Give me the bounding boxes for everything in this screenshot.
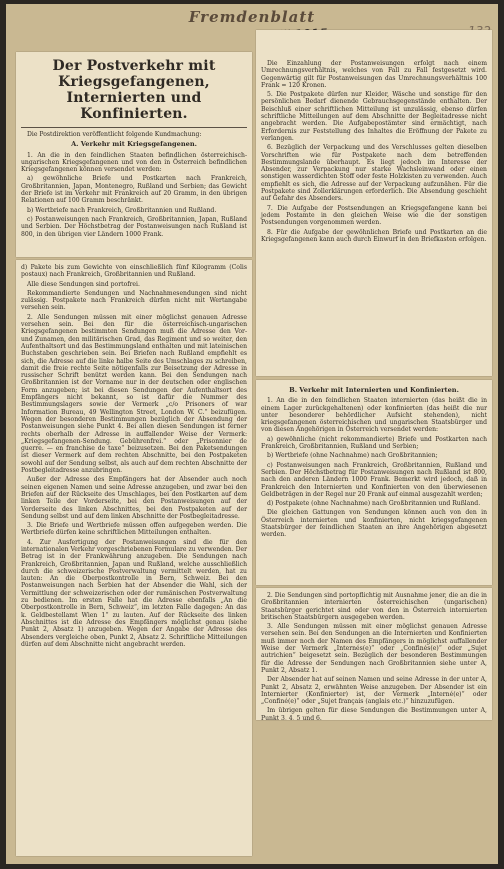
clipping-section-b [256,380,492,585]
clipping-section-b-end [256,588,492,720]
paragraph-a1c: c) Postanweisungen nach Frankreich, Großbritannien, Japan, Rußland und Serbien. Der Höchstbetrag der Postanweisungen nach Rußland ist 800, in den übrigen vier Ländern 1000 Frank. [21,215,247,238]
paragraph-a-free: Alle diese Sendungen sind portofrei. [27,280,140,288]
paragraph-a1d: d) Pakete bis zum Gewichte von einschließlich fünf Kilogramm (Colis postaux) nach Frankreich, Großbritannien und Rußland. [21,264,247,279]
paragraph-a2b: Außer der Adresse des Empfängers hat der Absender auch noch seinen eigenen Namen und seine Adresse anzugeben, und zwar bei den Briefen auf der Rückseite des Umschlages, bei den Postkarten auf dem linken Teile der Vorderseite, bei den Postanweisungen auf der Vorderseite des linken Abschnittes, bei den Postpaketen auf der Sendung selbst und auf dem linken Abschnitte der Postbegleitadresse. [21,476,247,520]
paragraph-a-cont1: Die Einzahlung der Postanweisungen erfolgt nach einem Umrechnungsverhältnis, welches von Fall zu Fall festgesetzt wird. Gegenwärtig gilt für Postanweisungen das Umrechnungsverhältnis 100 Frank = 120 Kronen. [261,60,487,89]
paragraph-b2: 2. Die Sendungen sind portopflichtig mit Ausnahme jener, die an die in Großbritannien internierten österreichischen (ungarischen) Staatsbürger gerichtet sind oder von den in Österreich internierten britischen Staatsbürgern ausgegeben werden. [261,592,487,621]
paragraph-a7: 7. Die Aufgabe der Postsendungen an Kriegsgefangene kann bei jedem Postamte in den gleichen Weise wie die der sonstigen Postsendungen vorgenommen werden. [261,204,487,227]
paragraph-b1d: d) Postpakete (ohne Nachnahme) nach Großbritannien und Rußland. [267,500,481,508]
article-title: Der Postverkehr mit Kriegsgefangenen, Internierten und Konfinierten. [52,58,216,122]
paragraph-b1c: c) Postanweisungen nach Frankreich, Großbritannien, Rußland und Serbien. Der Höchstbetrag für Postanweisungen nach Rußland ist 800, nach den anderen Ländern 1000 Frank. Bemerkt wird jedoch, daß in Frankreich den Internierten und Konfinierten von den überwiesenen Geldbeträgen in der Regel nur 20 Frank auf einmal ausgezahlt werden; [261,461,487,498]
paragraph-a2: 2. Alle Sendungen müssen mit einer möglichst genauen Adresse versehen sein. Bei den für die österreichisch-ungarischen Kriegsgefangenen bestimmten Sendungen muß die Adresse den Vor- und Zunamen, den militärischen Grad, das Regiment und so weiter, den Aufenthaltsort und das Bestimmungsland enthalten und mit lateinischen Buchstaben geschrieben sein. Bei Briefen nach Rußland empfiehlt es sich, die Adresse auf die linke halbe Seite des Umschlages zu schreiben, damit die freie rechte Seite nötigenfalls zur Beisetzung der Adresse in russischer Schrift benützt werden kann. Bei den Sendungen nach Großbritannien ist der Vorname nur in der deutschen oder englischen Form anzugeben; ist bei diesen Sendungen der Aufenthaltsort des Empfängers nicht bekannt, so ist dafür die Nummer des Bestimmungslagers sowie der Vermerk „c/o Prisoners of war Information Bureau, 49 Wellington Street, London W. C.“ beizufügen. Wegen der besonderen Bestimmungen bezüglich der Absendung der Postanweisungen siehe Punkt 4. Bei allen diesen Sendungen ist ferner rechts oberhalb der Adresse in auffallender Weise der Vermerk: „Kriegsgefangenen-Sendung. Gebührenfrei.“ oder „Prisonnier de guerre. — en franchise de taxe“ beizusetzen. Bei den Paketsendungen ist dieser Vermerk auf dem rechten Abschnitte, bei den Postpaketen sowohl auf der Sendung selbst, als auch auf dem rechten Abschnitte der Postbegleitadresse anzubringen. [21,313,247,475]
paragraph-a1a: a) gewöhnliche Briefe und Postkarten nach Frankreich, Großbritannien, Japan, Montenegro, Rußland und Serbien; das Gewicht der Briefe ist im Verkehr mit Frankreich auf 20 Gramm, in den übrigen Relationen auf 100 Gramm beschränkt. [21,175,247,205]
paragraph-a5: 5. Die Postpakete dürfen nur Kleider, Wäsche und sonstige für den persönlichen Bedarf dienende Gebrauchsgegenstände enthalten. Der Beischluß einer schriftlichen Mitteilung ist unzulässig, ebenso dürfen schriftliche Mitteilungen auf dem Abschnitte der Begleitadresse nicht angebracht werden. Die Aufgabepostämter sind ermächtigt, nach Erfordernis zur Feststellung des Inhaltes die Eröffnung der Pakete zu verlangen. [261,91,487,142]
clipping-right-top [256,30,492,376]
section-heading-b: B. Verkehr mit Internierten und Konfinierten. [289,386,459,394]
article-intro: Die Postdirektion veröffentlicht folgende Kundmachung: [27,131,202,138]
paragraph-a1b: b) Wertbriefe nach Frankreich, Großbritannien und Rußland. [27,206,217,214]
archive-board [6,4,498,864]
paragraph-a-reko: Rekommandierte Sendungen und Nachnahmesendungen sind nicht zulässig. Postpakete nach Frankreich dürfen nicht mit Wertangabe versehen sein. [21,289,247,312]
paragraph-b5: Im übrigen gelten für diese Sendungen die Bestimmungen unter A, Punkt 3, 4, 5 und 6. [261,707,487,720]
paragraph-b1a: a) gewöhnliche (nicht rekommandierte) Briefe und Postkarten nach Frankreich, Großbritannien, Rußland und Serbien; [261,435,487,451]
clipping-title-block [16,52,252,257]
paragraph-a3: 3. Die Briefe und Wertbriefe müssen offen aufgegeben werden. Die Wertbriefe dürfen keine schriftlichen Mitteilungen enthalten. [21,522,247,537]
newspaper-masthead: Fremdenblatt [188,8,316,26]
paragraph-b3: 3. Alle Sendungen müssen mit einer möglichst genauen Adresse versehen sein. Bei den Sendungen an die Internierten und Konfinierten muß immer noch der Namen des Empfängers in möglichst auffallender Weise der Vermerk „Internés(e)“ oder „Confinés(e)“ oder „Sujet autrichien“ beigesetzt sein. Bezüglich der besonderen Bestimmungen für die Adresse der Sendungen nach Großbritannien siehe unter A, Punkt 2, Absatz 1. [261,623,487,674]
paragraph-b1: 1. An die in den feindlichen Staaten internierten (das heißt die in einem Lager zurückgehaltenen) oder konfinierten (das heißt die nur unter besonderer behördlicher Aufsicht stehenden), nicht kriegsgefangenen österreichischen und ungarischen Staatsbürger und von diesen Angehörigen in Österreich versendet werden: [261,397,487,434]
paragraph-a1: 1. An die in den feindlichen Staaten befindlichen österreichisch-ungarischen Kriegsgefangenen und von den in Österreich befindlichen Kriegsgefangenen können versendet werden: [21,151,247,174]
paragraph-b1b: b) Wertbriefe (ohne Nachnahme) nach Großbritannien; [267,452,438,460]
paragraph-a8: 8. Für die Aufgabe der gewöhnlichen Briefe und Postkarten an die Kriegsgefangenen kann auch durch Einwurf in den Briefkasten erfolgen. [261,228,487,243]
divider [21,127,247,128]
clipping-left-column [16,260,252,856]
section-heading-a: A. Verkehr mit Kriegsgefangenen. [71,140,197,149]
paragraph-b-same: Die gleichen Gattungen von Sendungen können auch von den in Österreich internierten und konfinierten, nicht kriegsgefangenen Staatsbürger der feindlichen Staaten an ihre Angehörigen abgesetzt werden. [261,509,487,539]
paragraph-a4: 4. Zur Ausfertigung der Postanweisungen sind die für den internationalen Verkehr vorgeschriebenen Formulare zu verwenden. Der Betrag ist in der Frankwährung anzugeben. Die Sendungen nach Frankreich, Großbritannien, Japan und Rußland, welche ausschließlich durch die schweizerische Postverwaltung vermittelt werden, hat zu lauten: An die Oberpostkontrolle in Bern, Schweiz. Bei den Postanweisungen nach Serbien hat der Absender die Wahl, sich der Vermittlung der schweizerischen oder der rumänischen Postverwaltung zu bedienen. Im ersten Falle hat die Adresse ebenfalls „An die Oberpostkontrolle in Bern, Schweiz“, im letzten Falle dagegen: An das k. Geldbestellamt Wien 1“ zu lauten. Auf der Rückseite des linken Abschnittes ist die Adresse des Empfängers möglichst genau (siehe Punkt 2, Absatz 1) anzugeben. Wegen der Angabe der Adresse des Absenders vergleiche oben, Punkt 2, Absatz 2. Schriftliche Mitteilungen dürfen auf dem Abschnitte nicht angebracht werden. [21,538,247,648]
paragraph-a6: 6. Bezüglich der Verpackung und des Verschlusses gelten dieselben Vorschriften wie für Postpakete nach dem betreffenden Bestimmungslande überhaupt. Es liegt jedoch im Interesse der Absender, zur Verpackung nur starke Wachsleinwand oder einen sonstigen wasserdichten Stoff oder feste Holzkisten zu verwenden. Auch empfiehlt es sich, die Adresse auf der Verpackung aufzunähen. Für die Postpakete sind Zollerklärungen erforderlich. Die Absendung geschieht auf Gefahr des Absenders. [261,144,487,203]
paragraph-b4: Der Absender hat auf seinen Namen und seine Adresse in der unter A, Punkt 2, Absatz 2, erwähnten Weise anzugeben. Der Absender ist ein Internierter (Konfinierter) ist, der Vermerk „Interné(e)“ oder „Confiné(e)“ oder „Sujet français (anglais etc.)“ hinzuzufügen. [261,676,487,706]
